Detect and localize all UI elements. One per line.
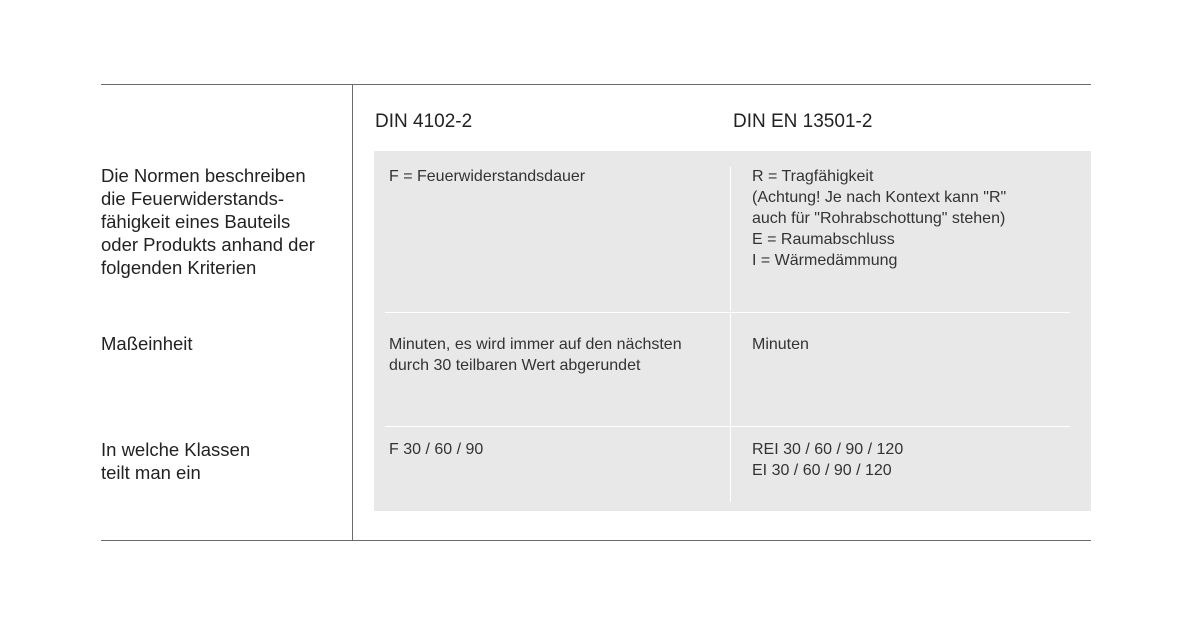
table-top-rule xyxy=(101,84,1091,85)
row-label-classes: In welche Klassen teilt man ein xyxy=(101,439,251,483)
cell-din-en-13501-criteria: R = Tragfähigkeit (Achtung! Je nach Kontext kann "R" auch für "Rohrabschottung" stehen) E = Raumabschluss I = Wärmedämmung xyxy=(752,168,1007,269)
label-column-divider xyxy=(352,84,353,540)
cell-divider xyxy=(730,427,731,502)
cell-din-en-13501-unit: Minuten xyxy=(752,336,809,353)
row-label-criteria: Die Normen beschreiben die Feuerwiderstands- fähigkeit eines Bauteils oder Produkts anhand der folgenden Kriterien xyxy=(101,165,315,278)
row-divider xyxy=(385,426,1070,427)
cell-din-en-13501-classes: REI 30 / 60 / 90 / 120 EI 30 / 60 / 90 / 120 xyxy=(752,441,904,479)
column-header-din-4102-2: DIN 4102-2 xyxy=(375,111,473,132)
row-divider xyxy=(385,312,1070,313)
table-bottom-rule xyxy=(101,540,1091,541)
cell-divider xyxy=(730,167,731,311)
cell-divider xyxy=(730,312,731,426)
cell-din-4102-unit: Minuten, es wird immer auf den nächsten durch 30 teilbaren Wert abgerundet xyxy=(389,336,682,374)
cell-din-4102-classes: F 30 / 60 / 90 xyxy=(389,441,484,458)
cell-din-4102-criteria: F = Feuerwiderstandsdauer xyxy=(389,168,586,185)
row-label-unit: Maßeinheit xyxy=(101,333,193,354)
column-header-din-en-13501-2: DIN EN 13501-2 xyxy=(733,111,873,132)
